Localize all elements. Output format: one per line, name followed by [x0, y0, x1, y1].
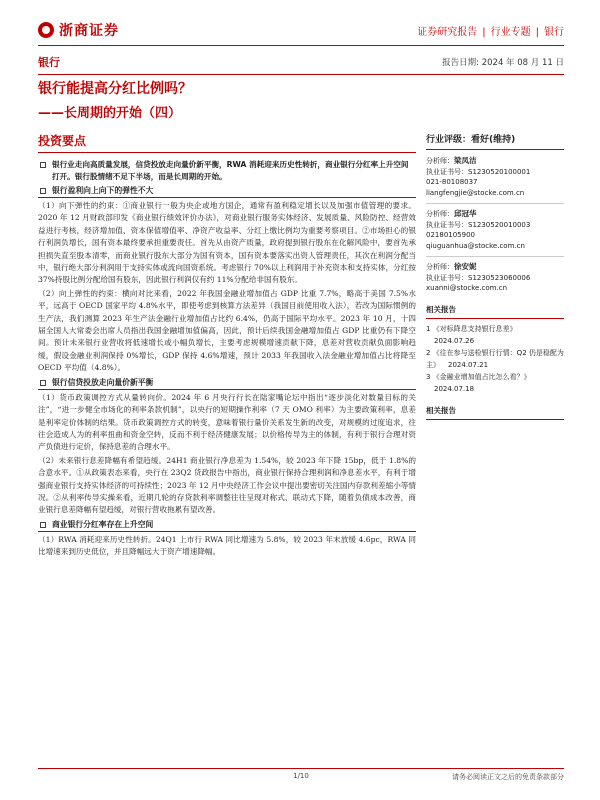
- related-report-item[interactable]: 2 《往在参与送检银行行情：Q2 仍是稳配为主》 2024.07.21: [426, 348, 564, 369]
- related-report-item[interactable]: 1 《对标降息支持银行息差》2024.07.26: [426, 324, 517, 345]
- analyst-name: 梁凤洁: [454, 156, 477, 165]
- key-point-text: 银行业走向高质量发展，信贷投放走向量价新平衡，RWA 消耗迎来历史性转折，商业银行分红率上升空间打开。银行股情绪不足下半场，而是长周期的开始。: [52, 160, 409, 181]
- subheading-text: 银行盈利向上向下的弹性不大: [52, 186, 154, 195]
- sector-divider: [38, 74, 564, 75]
- subheading-3: [38, 519, 416, 531]
- analyst-name: 邱冠华: [454, 209, 477, 218]
- square-bullet-icon: [40, 380, 46, 386]
- subheading-text: 银行信贷投放走向量价新平衡: [52, 377, 154, 387]
- paragraph-upside: （2）向上弹性的约束：横向对比来看，2022 年我国金融业增加值占 GDP 比重 7.7%，略高于美国 7.5%水平，远高于 OECD 国家平均 4.8%水平，即使考虑到核算方法差异（我国目前使用收入法），若改为国际惯例的生产法，我们测算 2023 年生产法金融行业增加值占比约 6.4%，仍高于国际平均水平。2023 年 10 月，十四届全国人大常委会出席人员指出我国金融增加值偏高，因此，预计后续我国金融增加值占 GDP 比重仍有下降空间。预计未来银行业营收将低速增长或小幅负增长，主要考虑规模增速贡献下降，息差对营收贡献负面影响趋缓，假设金融业利润保持 0%增长，GDP 保持 4.6%增速，预计 2033 年我国收入法金融业增加值占比将降至 OECD 平均值（4.8%）。: [38, 288, 416, 373]
- related-reports-list: [426, 323, 564, 395]
- analyst-phone: 02180105900: [426, 231, 475, 239]
- subheading-2: [38, 377, 416, 389]
- history-reports-heading: 相关报告: [426, 405, 564, 420]
- analyst-name: 徐安妮: [454, 262, 477, 271]
- analyst-email[interactable]: qiuguanhua@stocke.com.cn: [426, 241, 525, 250]
- report-title: 银行能提高分红比例吗？: [38, 81, 192, 97]
- analyst-phone: 021-80108037: [426, 178, 478, 186]
- analyst-cert: 执业证书号：S1230520100001: [426, 167, 531, 176]
- subheading-1: [38, 185, 416, 197]
- sector-row: [38, 52, 564, 72]
- brand-logo: [38, 20, 119, 40]
- paragraph-nim: （2）未来银行息差降幅有希望趋缓。24H1 商业银行净息差为 1.54%，较 2023 年下降 15bp，低于 1.8%的合意水平。①从政策表态来看，央行在 23Q2 货政报告中指出，商业银行保持合理利润和净息差水平，有利于增强商业银行支持实体经济的可持续性；2023 年 12 月中央经济工作会议中提出要密切关注国内存款利差缩小等情况。②从利率传导实操来看，近期几轮的存贷款利率调整往往呈现对称式、联动式下降，随着负债成本改善，商业银行息差降幅有望趋缓，对银行营收拖累有望改善。: [38, 455, 416, 515]
- disclaimer-text: 请务必阅读正文之后的免责条款部分: [452, 773, 564, 781]
- analyst-card: 分析师：邱冠华 执业证书号：S1230520010003 02180105900 qiuguanhua@stocke.com.cn: [426, 209, 564, 251]
- square-bullet-icon: [40, 522, 46, 528]
- page-number: 1/10: [293, 772, 309, 780]
- square-bullet-icon: [40, 188, 46, 194]
- top-nav: 证券研究报告 | 行业专题 | 银行: [417, 27, 564, 38]
- analyst-card: 分析师：徐安妮 执业证书号：S1230523060006 xuanni@stocke.com.cn: [426, 262, 564, 294]
- analyst-cert: 执业证书号：S1230523060006: [426, 273, 531, 282]
- nav-item-research: 证券研究报告: [417, 27, 478, 38]
- analyst-cert: 执业证书号：S1230520010003: [426, 220, 531, 229]
- logo-text: 浙商证券: [59, 23, 119, 39]
- key-point-1: [38, 159, 416, 183]
- main-content: [38, 132, 416, 560]
- paragraph-rwa: （1）RWA 消耗迎来历史性转折。24Q1 上市行 RWA 同比增速为 5.8%，较 2023 年末放缓 4.6pc，RWA 同比增速来到历史低位，并且降幅远大于资产增速降幅。: [38, 534, 416, 557]
- nav-item-bank: 银行: [544, 27, 564, 38]
- logo-icon: [38, 22, 54, 38]
- industry-rating: 行业评级：看好(维持): [426, 132, 564, 150]
- square-bullet-icon: [40, 162, 46, 168]
- subheading-text: 商业银行分红率存在上升空间: [52, 519, 154, 529]
- section-title: 投资要点: [38, 132, 416, 153]
- analyst-email[interactable]: xuanni@stocke.com.cn: [426, 284, 508, 292]
- report-subtitle: ——长周期的开始（四）: [38, 106, 182, 121]
- nav-item-topic: 行业专题: [490, 27, 531, 38]
- analyst-card: 分析师：梁凤洁 执业证书号：S1230520100001 021-80108037 liangfengjie@stocke.com.cn: [426, 156, 564, 198]
- paragraph-downside: （1）向下弹性的约束：①商业银行一般为央企或地方国企，通常有盈利稳定增长以及加强市值管理的要求。2020 年 12 月财政部印发《商业银行绩效评价办法》，对商业银行服务实体经济、发展质量、风险防控、经营效益进行考核，经济增加值、资本保值增值率、净资产收益率、分红上缴比例均为重要考察项目。②市场担心的银行利润负增长，国有资本最终要承担重要责任。首先从由资产质量，政府提到银行股东在化解风险中，要首先承担损失直至股本清零，而商业银行股东大部分为国有资本，国有资本要落实出资人管理责任，其次在利润分配当中，银行绝大部分利润用于支持实体或流向国资系统。考虑银行 70%以上利润用于补充资本和支持实体，分红按 37%持股比例分配给国有股东，因此银行利润仅有约 11%分配给非国有股东。: [38, 201, 416, 285]
- sector-label: 银行: [38, 56, 60, 69]
- sidebar: [426, 132, 564, 424]
- related-reports-heading: 相关报告: [426, 304, 564, 319]
- header-divider: [38, 45, 564, 46]
- footer-divider: [38, 768, 564, 769]
- paragraph-monetary: （1）货币政策调控方式从量转向价。2024 年 6 月央行行长在陆家嘴论坛中指出“逐步淡化对数量目标的关注”，“进一步健全市场化的利率条款机制”，以央行的短期操作利率（7 天 OMO 利率）为主要政策利率，息差是利率定价体制的结果。货币政策调控方式的转变，意味着银行量价关系发生新的改变，对规模的过度追求，往往会造成人为的利率扭曲和资金空转，反而不利于经济健康发展；以价格传导为主的体制，有利于银行合理对资产负债进行定价，保持息差的合理水平。: [38, 392, 416, 452]
- analyst-email[interactable]: liangfengjie@stocke.com.cn: [426, 188, 525, 197]
- related-report-item[interactable]: 3 《金融业增加值占比怎么看？》2024.07.18: [426, 372, 531, 393]
- report-date: 报告日期: 2024 年 08 月 11 日: [442, 58, 564, 68]
